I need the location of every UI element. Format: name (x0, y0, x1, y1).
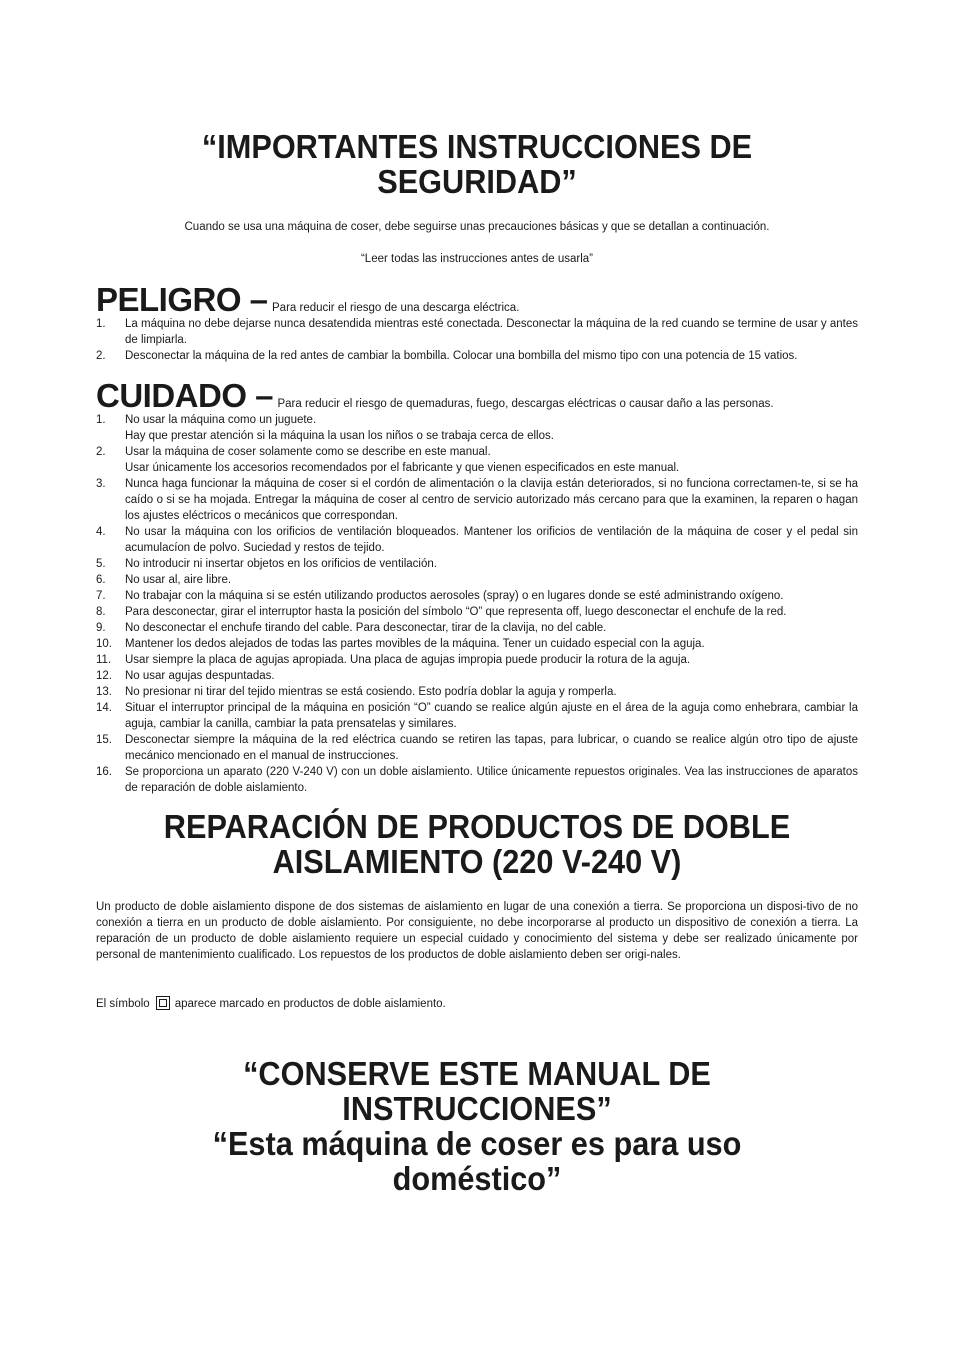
list-item: 3. Nunca haga funcionar la máquina de coser si el cordón de alimentación o la clavija están deteriorados, si no funciona correctamen-te, si se ha caído o si se ha mojada. Entregar la máquina de coser al centro de servicio autorizado más cercano para que la examinen, la reparen o hagan los ajustes eléctricos o mecánicos que correspondan. (96, 478, 858, 522)
intro-text: Cuando se usa una máquina de coser, debe seguirse unas precauciones básicas y que se detallan a continuación. (184, 221, 770, 233)
reparacion-title-line1: REPARACIÓN DE PRODUCTOS DE DOBLE (163, 808, 791, 845)
double-insulation-icon (156, 996, 170, 1010)
reparacion-title (33, 809, 920, 879)
list-item: 1. La máquina no debe dejarse nunca desatendida mientras esté conectada. Desconectar la máquina de la red cuando se termine de usar y antes de limpiarla. (96, 318, 858, 346)
list-item: 10. Mantener los dedos alejados de todas las partes movibles de la máquina. Tener un cuidado especial con la aguja. (96, 638, 705, 650)
list-item: 13. No presionar ni tirar del tejido mientras se está cosiendo. Esto podría doblar la aguja y romperla. (96, 686, 617, 698)
page-title-line2: SEGURIDAD” (377, 163, 577, 200)
list-item: 15. Desconectar siempre la máquina de la red eléctrica cuando se retiren las tapas, para lubricar, o cuando se realice algún otro tipo de ajuste mecánico mencionado en el manual de instrucciones. (96, 734, 858, 762)
closing-title (33, 1056, 920, 1196)
page-title-line1: “IMPORTANTES INSTRUCCIONES DE (201, 128, 753, 165)
list-item: 1. No usar la máquina como un juguete. Hay que prestar atención si la máquina la usan los niños o se trabaja cerca de ellos. (96, 414, 554, 442)
list-item: 14. Situar el interruptor principal de la máquina en posición “O” cuando se realice algún ajuste en el área de la aguja como enhebrara, cambiar la aguja, cambiar la canilla, cambiar la pata prensatelas y similares. (96, 702, 858, 730)
page-title (33, 129, 920, 199)
list-item: 4. No usar la máquina con los orificios de ventilación bloqueados. Mantener los orificios de ventilación de la máquina de coser y el pedal sin acumulacíon de polvo. Suciedad y restos de tejido. (96, 526, 858, 554)
reparacion-title-line2: AISLAMIENTO (220 V-240 V) (272, 843, 682, 880)
symbol-line: El símbolo aparece marcado en productos de doble aislamiento. (96, 998, 446, 1010)
list-item: 2. Usar la máquina de coser solamente como se describe en este manual. Usar únicamente los accesorios recomendados por el fabricante y que vienen especificados en este manual. (96, 446, 680, 474)
closing-line1: “CONSERVE ESTE MANUAL DE (243, 1055, 711, 1092)
cuidado-subtitle: Para reducir el riesgo de quemaduras, fuego, descargas eléctricas o causar daño a las personas. (277, 398, 774, 410)
list-item: 2. Desconectar la máquina de la red antes de cambiar la bombilla. Colocar una bombilla del mismo tipo con una potencia de 15 vatios. (96, 350, 798, 362)
list-item: 11. Usar siempre la placa de agujas apropiada. Una placa de agujas impropia puede producir la rotura de la aguja. (96, 654, 691, 666)
closing-line4: doméstico” (392, 1160, 562, 1197)
list-item: 7. No trabajar con la máquina si se estén utilizando productos aerosoles (spray) o en lugares donde se esté administrando oxígeno. (96, 590, 784, 602)
cuidado-heading: CUIDADO – (96, 377, 274, 414)
closing-line3: “Esta máquina de coser es para uso (212, 1125, 742, 1162)
closing-line2: INSTRUCCIONES” (342, 1090, 612, 1127)
reparacion-paragraph: Un producto de doble aislamiento dispone de dos sistemas de aislamiento en lugar de una conexión a tierra. Se proporciona un disposi-tivo de no conexión a tierra en un producto de doble aislamiento. Por consiguiente, no debe incorporarse al producto un dispositivo de conexión a tierra. La reparación de un producto de doble aislamiento requiere un especial cuidado y conocimiento del sistema y debe ser realizado únicamente por personal de mantenimiento cualificado. Los repuestos de los productos de doble aislamiento deben ser origi-nales. (96, 901, 858, 961)
peligro-subtitle: Para reducir el riesgo de una descarga eléctrica. (272, 302, 520, 314)
peligro-list (96, 316, 858, 364)
read-all-note: “Leer todas las instrucciones antes de usarla” (360, 253, 594, 265)
list-item: 5. No introducir ni insertar objetos en los orificios de ventilación. (96, 558, 437, 570)
list-item: 16. Se proporciona un aparato (220 V-240 V) con un doble aislamiento. Utilice únicamente repuestos originales. Vea las instrucciones de aparatos de reparación de doble aislamiento. (96, 766, 858, 794)
list-item: 8. Para desconectar, girar el interruptor hasta la posición del símbolo “O” que representa off, luego desconectar el enchufe de la red. (96, 606, 787, 618)
list-item: 9. No desconectar el enchufe tirando del cable. Para desconectar, tirar de la clavija, no del cable. (96, 622, 607, 634)
peligro-heading: PELIGRO – (96, 281, 268, 318)
list-item: 12. No usar agujas despuntadas. (96, 670, 275, 682)
cuidado-list (96, 412, 858, 796)
list-item: 6. No usar al, aire libre. (96, 574, 232, 586)
